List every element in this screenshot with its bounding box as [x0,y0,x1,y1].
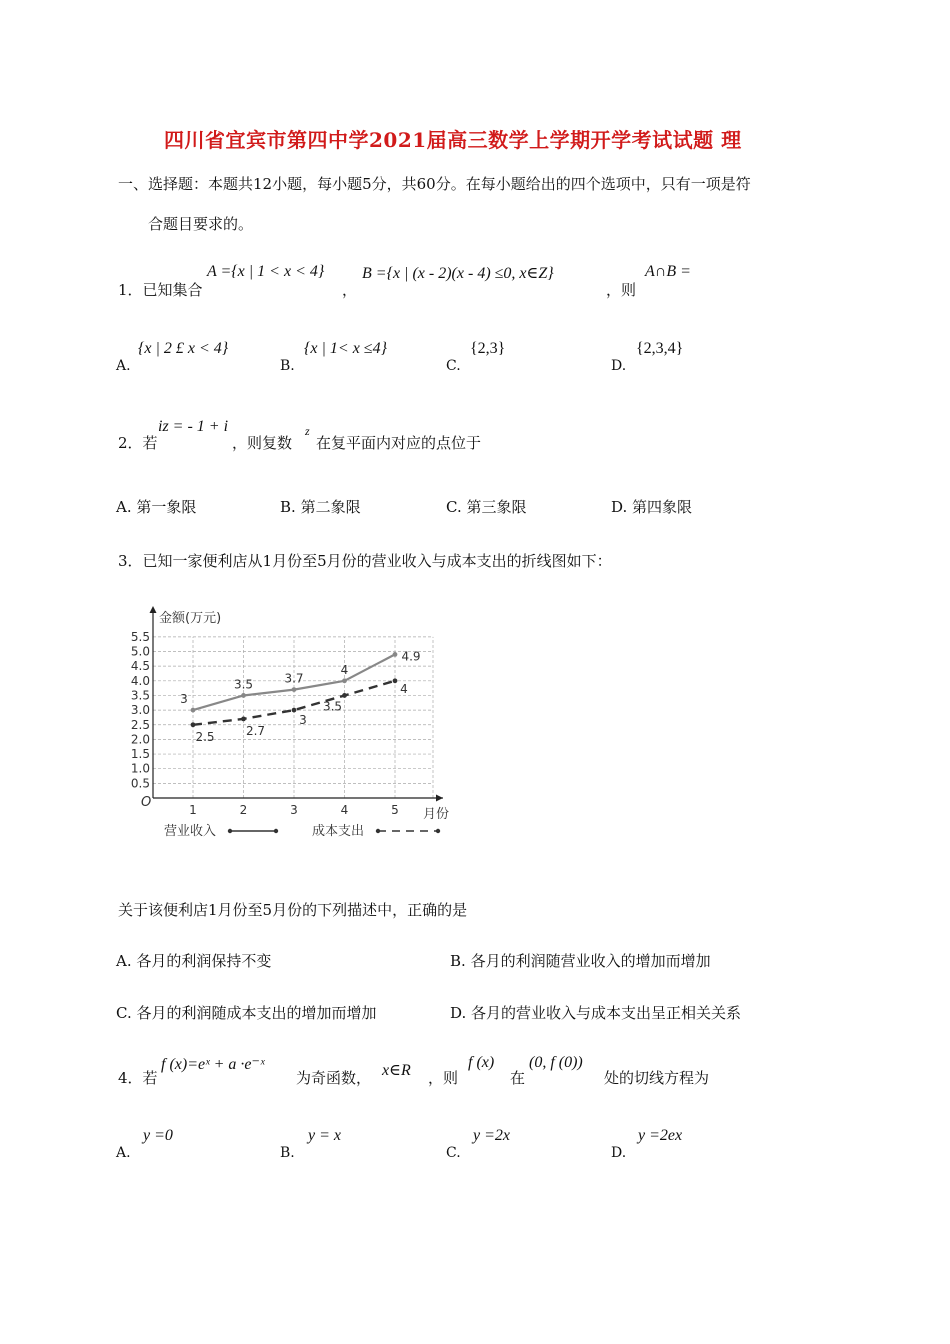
q1-option-a-letter: A. [116,358,131,374]
legend-marker [274,829,278,833]
legend-label: 成本支出 [312,824,365,839]
q1-option-b-letter: B. [280,358,295,374]
q4-option-a-letter: A. [116,1145,131,1161]
q4-fx: f (x) [468,1054,495,1071]
y-tick-label: 0.5 [130,776,150,791]
y-tick-label: 3.0 [130,703,150,718]
q3-option-a: A. 各月的利润保持不变 [116,952,272,970]
q4-mid2: ，则 [428,1069,459,1087]
x-tick-label: 2 [239,803,248,817]
q2-option-d: D. 第四象限 [611,498,693,516]
data-point [342,693,347,698]
data-label: 4.9 [401,649,421,664]
q1-set-a: A ={x | 1 < x < 4} [207,263,325,280]
q2-equation: iz = - 1 + i [158,418,229,435]
data-label: 3 [180,692,188,707]
q1-prefix: 1．已知集合 [118,281,203,299]
q2-option-a: A. 第一象限 [116,498,197,516]
x-tick-label: 1 [189,803,197,817]
y-tick-label: 5.5 [130,629,150,644]
data-point [191,708,196,713]
line-chart [116,598,486,843]
x-axis-arrow [436,795,443,802]
page-title: 四川省宜宾市第四中学2021届高三数学上学期开学考试试题 理 [164,128,742,152]
q1-comma: ， [342,281,358,299]
q2-mid: ，则复数 [232,434,293,452]
q2-option-b: B. 第二象限 [280,498,361,516]
q2-prefix: 2．若 [118,434,158,452]
data-point [342,678,347,683]
q1-ask: A∩B = [645,263,691,280]
q4-function: f (x)=eˣ + a ·e⁻ˣ [161,1056,265,1073]
y-tick-label: 3.5 [130,688,150,703]
data-label: 4 [340,662,349,677]
q4-domain: x∈R [382,1062,411,1079]
q2-option-c: C. 第三象限 [446,498,527,516]
y-tick-label: 1.0 [130,761,150,776]
origin-label: O [141,795,152,810]
data-point [393,652,398,657]
legend-marker [436,829,440,833]
data-point [292,708,297,713]
data-point [191,722,196,727]
data-label: 3.5 [233,677,254,692]
data-label: 4 [400,681,408,696]
q4-option-a: y =0 [143,1127,173,1144]
y-tick-label: 2.0 [130,732,150,747]
q4-suffix: 处的切线方程为 [604,1069,710,1087]
x-tick-label: 5 [391,803,399,817]
section-heading-line1: 一、选择题：本题共12小题，每小题5分，共60分。在每小题给出的四个选项中，只有一项是符 [118,175,751,193]
q4-option-b-letter: B. [280,1145,295,1161]
q2-suffix: 在复平面内对应的点位于 [316,434,482,452]
y-tick-label: 1.5 [130,747,150,762]
data-label: 3.7 [284,671,304,686]
data-label: 2.7 [245,723,266,738]
q3-option-c: C. 各月的利润随成本支出的增加而增加 [116,1004,377,1022]
q2-z: z [305,424,310,438]
q4-option-d-letter: D. [611,1145,627,1161]
x-tick-label: 4 [340,803,349,817]
q1-option-a: {x | 2 £ x < 4} [138,340,229,357]
y-axis-arrow [150,606,157,613]
data-point [393,678,398,683]
legend-marker [228,829,232,833]
q4-option-d: y =2ex [638,1127,683,1144]
q1-option-b: {x | 1< x ≤4} [304,340,387,357]
section-heading-line2: 合题目要求的。 [148,215,254,233]
q4-prefix: 4．若 [118,1069,158,1087]
q1-suffix: ，则 [606,281,637,299]
data-point [292,687,297,692]
data-label: 3 [299,713,307,728]
q4-mid1: 为奇函数， [296,1069,372,1087]
q1-option-c: {2,3} [470,340,506,357]
q4-option-c: y =2x [473,1127,510,1144]
legend-marker [376,829,380,833]
q1-option-d-letter: D. [611,358,627,374]
q1-option-c-letter: C. [446,358,461,374]
q4-option-c-letter: C. [446,1145,461,1161]
data-point [241,693,246,698]
q4-mid3: 在 [510,1069,526,1087]
q3-option-d: D. 各月的营业收入与成本支出呈正相关关系 [450,1004,742,1022]
y-tick-label: 4.5 [130,659,150,674]
y-tick-label: 4.0 [130,673,150,688]
data-label: 3.5 [322,699,343,714]
x-tick-label: 3 [290,803,298,817]
y-axis-label: 金额(万元) [159,611,222,626]
y-tick-label: 5.0 [130,644,150,659]
q3-option-b: B. 各月的利润随营业收入的增加而增加 [450,952,711,970]
data-label: 2.5 [195,729,215,744]
q4-point: (0, f (0)) [529,1054,583,1071]
q1-option-d: {2,3,4} [636,340,684,357]
q4-option-b: y = x [308,1127,341,1144]
data-point [241,716,246,721]
q3-after: 关于该便利店1月份至5月份的下列描述中，正确的是 [118,901,468,919]
x-axis-label: 月份 [423,807,450,822]
y-tick-label: 2.5 [130,717,150,732]
q1-set-b: B ={x | (x - 2)(x - 4) ≤0, x∈Z} [362,265,554,282]
q3-stem: 3．已知一家便利店从1月份至5月份的营业收入与成本支出的折线图如下： [118,552,612,570]
legend-label: 营业收入 [164,824,217,839]
